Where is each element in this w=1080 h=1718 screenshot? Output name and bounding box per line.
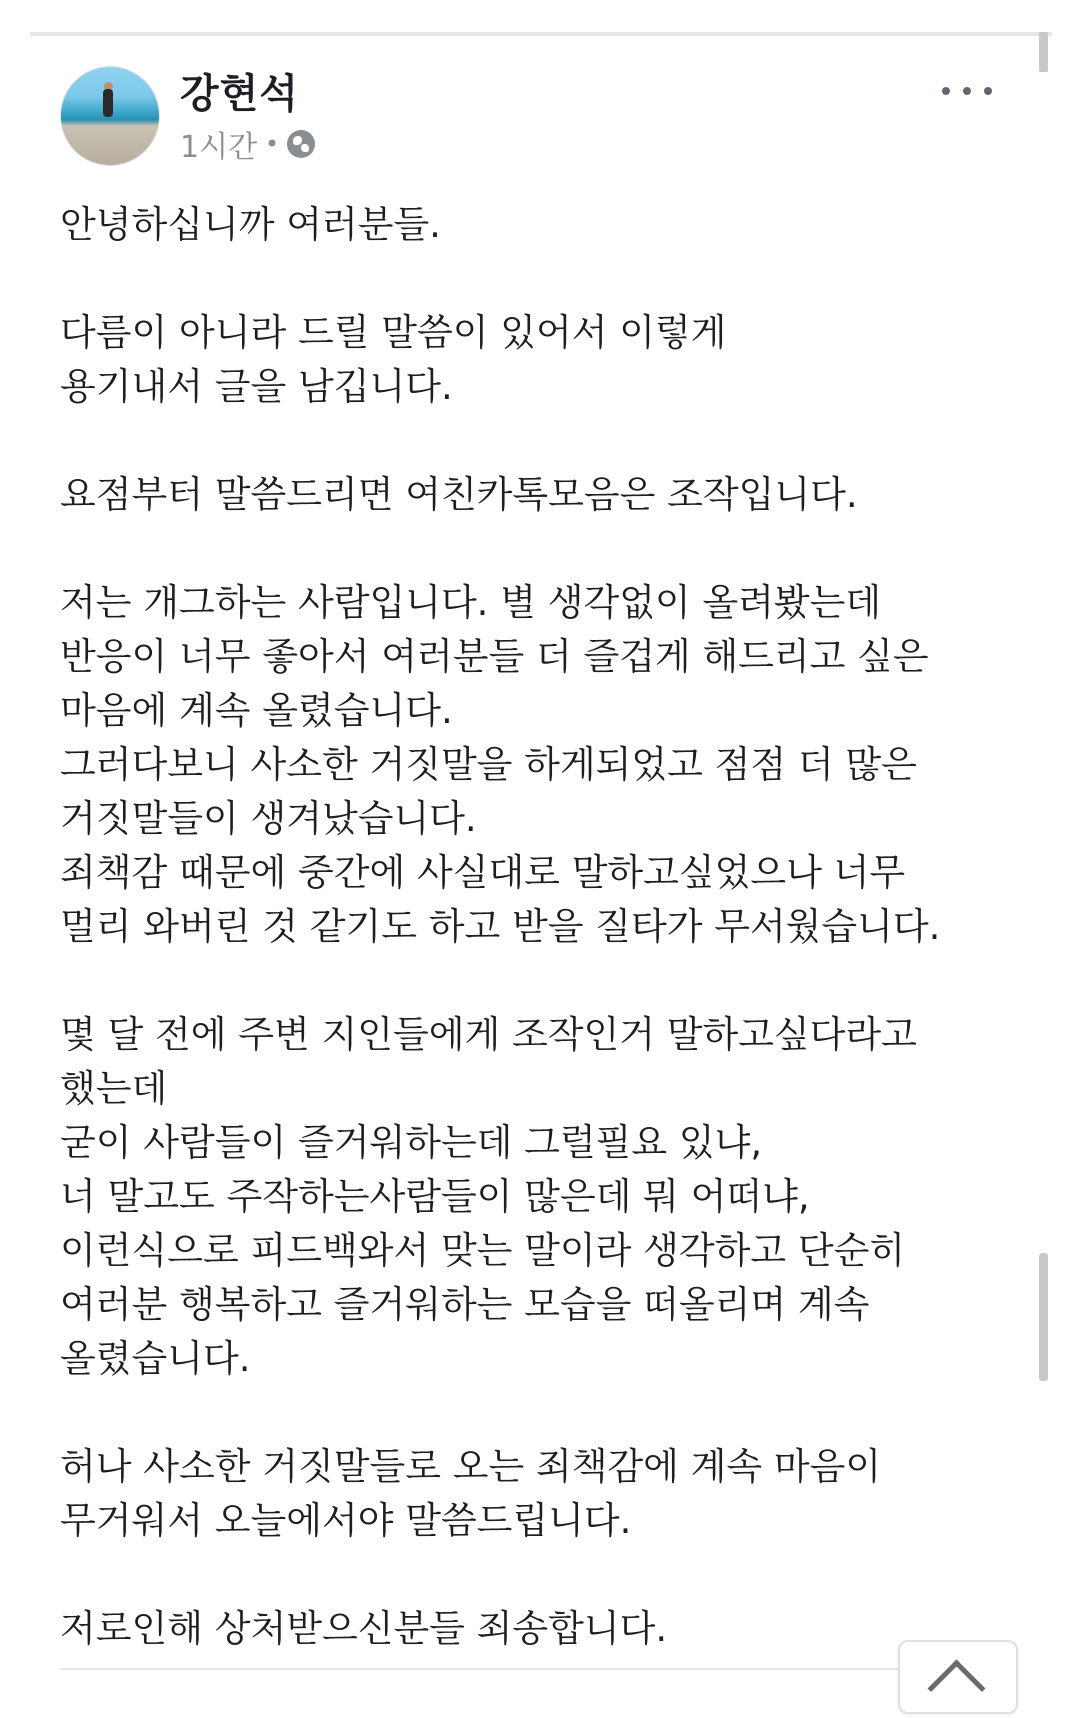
post-text-line: 반응이 너무 좋아서 여러분들 더 즐겁게 해드리고 싶은 [60,635,929,678]
paragraph-gap [60,252,990,306]
post-text-line: 몇 달 전에 주변 지인들에게 조작인거 말하고싶다라고 [60,1013,917,1056]
paragraph-gap [60,414,990,468]
post-text-line: 굳이 사람들이 즐거워하는데 그럴필요 있냐, [60,1121,763,1164]
top-divider [30,32,1052,36]
post-text-line: 여러분 행복하고 즐거워하는 모습을 떠올리며 계속 [60,1283,870,1326]
globe-icon [287,130,315,158]
bottom-divider [60,1668,960,1670]
more-dot [942,87,950,95]
post-text-line: 했는데 [60,1067,168,1110]
paragraph-gap [60,1386,990,1440]
post-text-line: 그러다보니 사소한 거짓말을 하게되었고 점점 더 많은 [60,743,917,786]
author-name[interactable]: 강현석 [180,71,299,117]
more-icon[interactable] [942,76,992,106]
post-body [60,198,990,1656]
paragraph-gap [60,1548,990,1602]
meta-separator: • [265,130,280,158]
post-text-line: 저로인해 상처받으신분들 죄송합니다. [60,1607,668,1650]
post-text-line: 허나 사소한 거짓말들로 오는 죄책감에 계속 마음이 [60,1445,882,1488]
post-text-line: 멀리 와버린 것 같기도 하고 받을 질타가 무서웠습니다. [60,905,941,948]
avatar-figure [103,89,113,117]
scrollbar-thumb[interactable] [1039,1253,1048,1381]
post-header [60,66,1020,176]
post-text-line: 마음에 계속 올렸습니다. [60,689,453,732]
post-text-line: 죄책감 때문에 중간에 사실대로 말하고싶었으나 너무 [60,851,906,894]
avatar[interactable] [60,66,160,166]
post-text-line: 용기내서 글을 남깁니다. [60,365,453,408]
post-text-line: 거짓말들이 생겨났습니다. [60,797,477,840]
chevron-up-icon [928,1660,986,1718]
post-text-line: 안녕하십니까 여러분들. [60,203,441,246]
more-dot [963,87,971,95]
post-text-line: 올렸습니다. [60,1337,251,1380]
post-text-line: 너 말고도 주작하는사람들이 많은데 뭐 어떠냐, [60,1175,810,1218]
post-text-line: 요점부터 말씀드리면 여친카톡모음은 조작입니다. [60,473,858,516]
post-text-line: 다름이 아니라 드릴 말씀이 있어서 이렇게 [60,311,727,354]
more-dot [984,87,992,95]
post-meta [180,124,315,164]
paragraph-gap [60,954,990,1008]
scroll-to-top-button[interactable] [898,1640,1018,1714]
post-text-line: 저는 개그하는 사람입니다. 별 생각없이 올려봤는데 [60,581,882,624]
scrollbar-top[interactable] [1039,32,1048,72]
post-time[interactable]: 1시간 [180,130,258,165]
post-text-line: 이런식으로 피드백와서 맞는 말이라 생각하고 단순히 [60,1229,906,1272]
paragraph-gap [60,522,990,576]
post-text-line: 무거워서 오늘에서야 말씀드립니다. [60,1499,632,1542]
